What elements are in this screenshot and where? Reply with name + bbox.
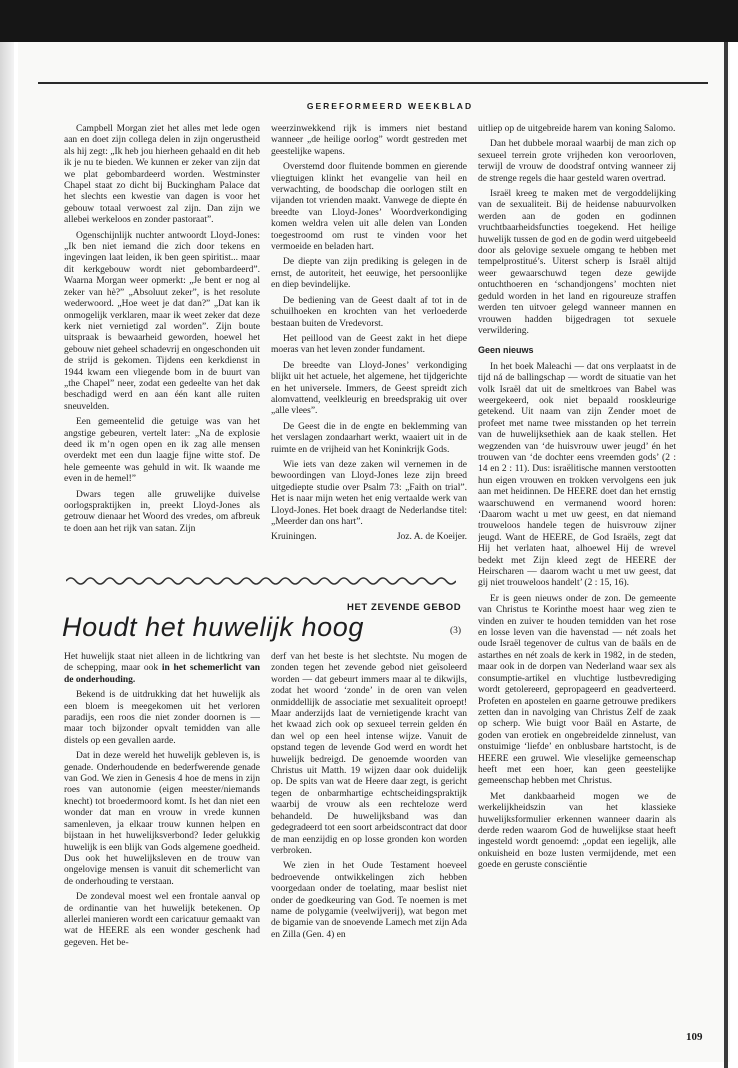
article1-column-2	[271, 124, 467, 570]
article1-paragraph: Wie iets van deze zaken wil vernemen in de bewoordingen van Lloyd-Jones leze zijn breed uitgediepte studie over Psalm 73: „Faith on trial”. Het is naar mijn weten het enig vertaalde werk van Lloyd-Jones. Het boek draagt de Nederlandse titel: „Meerder dan ons hart”.	[271, 459, 467, 527]
article1-paragraph: Overstemd door fluitende bommen en gierende vliegtuigen klinkt het evangelie van heil en verwachting, de boodschap die oorlogen stilt en vijanden tot vrienden maakt. Vanwege de diepte én breedte van Lloyd-Jones’ Woordverkondiging komen weldra velen uit alle delen van Londen toegestroomd om rust te vinden voor het vermoeide en beladen hart.	[271, 162, 467, 253]
wavy-divider	[66, 574, 456, 588]
article1-paragraph: De breedte van Lloyd-Jones’ verkondiging blijkt uit het actuele, het algemene, het tijdgerichte en het universele. Immers, de Geest spreidt zich alomvattend, veelkleurig en breedsprakig uit over „alle vlees”.	[271, 360, 467, 417]
page-top-rule	[38, 82, 708, 84]
article1-paragraph: Campbell Morgan ziet het alles met lede ogen aan en doet zijn collega delen in zijn ongerustheid als hij zegt: „Ik heb jou hierheen gehaald en dit heb ik je nu te bieden. We kunnen er zeker van zijn dat we plat gebombardeerd worden. Westminster Chapel staat zo dicht bij Buckingham Palace dat het slechts een kwestie van dagen is voor het gebouw totaal verwoest zal zijn. Dan zijn we allebei werkeloos en zonder pastoraat”.	[64, 124, 260, 226]
article1-paragraph: Het peillood van de Geest zakt in het diepe moeras van het leven zonder fundament.	[271, 333, 467, 356]
article2-kicker: HET ZEVENDE GEBOD	[347, 602, 462, 613]
article2-column-1	[64, 652, 260, 1024]
article1-author: Joz. A. de Koeijer.	[396, 532, 467, 543]
scan-right-edge	[724, 42, 728, 1068]
article1-place: Kruiningen.	[271, 532, 317, 543]
article2-lead	[64, 652, 260, 686]
article2-title: Houdt het huwelijk hoog	[62, 612, 364, 642]
article2-paragraph: derf van het beste is het slechtste. Nu mogen de zonden tegen het zevende gebod niet geïsoleerd worden — dat gebeurt immers maar al te dikwijls, zodat het woord ‘zonde’ in de oren van velen onmiddellijk de associatie met sexualiteit oproept! Maar anderzijds laat de vernietigende kracht van het kwaad zich ook op sexueel terrein gelden én dan wel op een heel intense wijze. Vanuit de opstand tegen de levende God werd en wordt het huwelijk bedreigd. De genoemde woorden van Christus uit Matth. 19 wijzen daar ook duidelijk op. De spits van wat de Heere daar zegt, is gericht tegen de onbarmhartige echtscheidingspraktijk waarbij de vrouw als een rechteloze werd behandeld. De huwelijksband was dan gedegradeerd tot een soort arbeidscontract dat door de man eenzijdig en op losse gronden kon worden verbroken.	[271, 652, 467, 856]
page-number: 109	[686, 1031, 703, 1043]
subheading-geen-nieuws: Geen nieuws	[478, 345, 534, 356]
article2-paragraph: Dat in deze wereld het huwelijk gebleven is, is genade. Onderhoudende en bederfwerende genade van God. We zien in Genesis 4 hoe de mens in zijn roes van autonomie (eigen meester/niemands knecht) tot broedermoord komt. Is het dan niet een wonder dat man en vrouw in vrede kunnen samenleven, ja elkaar trouw kunnen helpen en bijstaan in het huwelijksverbond? Ieder gelukkig huwelijk is een blijk van Gods algemene goedheid. Dus ook het huwelijksleven en de trouw van ongelovige mensen is vanuit dit schemerlicht van de onderhouding te verstaan.	[64, 751, 260, 887]
scan-left-edge	[0, 42, 14, 1068]
running-header: GEREFORMEERD WEEKBLAD	[306, 101, 474, 111]
article1-paragraph: De diepte van zijn prediking is gelegen in de ernst, de autoriteit, het eeuwige, het persoonlijke en diep bevindelijke.	[271, 257, 467, 291]
article2-part-number: (3)	[450, 626, 462, 636]
scan-top-border	[0, 0, 738, 42]
article1-column-1	[64, 124, 260, 570]
article2-lead-bold: in het schemerlicht van de onderhouding.	[64, 663, 260, 685]
article2-paragraph: uitliep op de uitgebreide harem van koning Salomo.	[478, 124, 676, 134]
article1-paragraph: Dwars tegen alle gruwelijke duivelse oorlogspraktijken in, preekt Lloyd-Jones als getrouw dienaar het Woord des vredes, om afbreuk te doen aan het rijk van satan. Zijn	[64, 489, 260, 534]
article2-paragraph: Er is geen nieuws onder de zon. De gemeente van Christus te Korinthe moest haar weg zien te vinden en zuiver te houden temidden van het rose en losse leven van die havenstad — nét zoals het oude Israël tegenover de cultus van de baäls en de astarthes en nét zoals de kerk in 1982, in de steden, maar ook in de dorpen van Nederland waar sex als consumptie-artikel en vluchtige lustbevrediging wordt getolereerd, gepropageerd en geadverteerd. Profeten en apostelen en gaarne getrouwe predikers zetten dan in navolging van Christus Zelf de zaak op scherp. Wie buigt voor Baäl en Astarte, de goden van erotiek en ongebreidelde zinnelust, van onstuimige ‘liefde’ en onblusbare hartstocht, is de HEERE een gruwel. Wie vleselijke gemeenschap heeft met een hoer, kan geen geestelijke gemeenschap hebben met Christus.	[478, 593, 676, 787]
article2-column-3	[478, 124, 676, 1012]
article1-paragraph: De Geest die in de engte en beklemming van het verslagen zondaarhart werkt, waaiert uit in de ruimte en de vrijheid van het Koninkrijk Gods.	[271, 421, 467, 455]
article2-paragraph: Dan het dubbele moraal waarbij de man zich op sexueel terrein grote vrijheden kon veroorloven, terwijl de vrouw de doodstraf ontving wanneer zij de strenge regels die haar gesteld waren overtrad.	[478, 139, 676, 184]
article2-paragraph: Met dankbaarheid mogen we de werkelijkheidszin van het klassieke huwelijksformulier erkennen wanneer daarin als derde reden waarom God de huwelijkse staat heeft ingesteld wordt genoemd: „opdat een iegelijk, alle onkuisheid en boze lusten vermijdende, met een goede en geruste consciëntie	[478, 791, 676, 871]
article2-paragraph: Israël kreeg te maken met de vergoddelijking van de sexualiteit. Bij de heidense nabuurvolken werden aan de goden en godinnen vruchtbaarheidsfuncties toegekend. Het heilige huwelijk tussen de god en de godin werd uitgebeeld door als gelovige sexuele omgang te hebben met tempelprostitué’s. Uiterst scherp is Israël altijd weer gewaarschuwd tegen deze gewijde ontuchthoeren en ‘schandjongens’ mochten niet geduld worden in het land en rigoureuze straffen werden ten uitvoer gelegd wanneer mannen en vrouwen hadden bijgedragen tot sexuele verwildering.	[478, 189, 676, 336]
article2-column-2	[271, 652, 467, 1024]
article2-lead-text: Het huwelijk staat niet alleen in de lichtkring van de schepping, maar ook	[64, 652, 260, 674]
article2-paragraph: De zondeval moest wel een frontale aanval op de ordinantie van het huwelijk betekenen. Op allerlei manieren wordt een caricatuur gemaakt van wat de HEERE als een wonder geschenk had gegeven. Het be-	[64, 892, 260, 948]
article2-paragraph: Bekend is de uitdrukking dat het huwelijk als een bloem is meegekomen uit het verloren paradijs, een roos die niet zonder doornen is — maar toch bijzonder opvalt temidden van alle distels op een gevallen aarde.	[64, 690, 260, 746]
article1-paragraph: Een gemeentelid die getuige was van het angstige gebeuren, vertelt later: „Na de explosie deed ik m’n ogen open en ik zag alle mensen overdekt met een dun laagje fijne witte stof. De hele gemeente was gehuld in wit. Ik waande me even in de hemel!”	[64, 417, 260, 485]
article1-paragraph: De bediening van de Geest daalt af tot in de schuilhoeken en krochten van het verloederde bestaan buiten de Vredevorst.	[271, 295, 467, 329]
article2-paragraph: We zien in het Oude Testament hoeveel bedroevende ontwikkelingen zich hebben voorgedaan onder de toelating, maar beslist niet onder de goedkeuring van God. Te noemen is met name de polygamie (veelwijverij), wat begon met de bigamie van de snoevende Lamech met zijn Ada en Zilla (Gen. 4) en	[271, 861, 467, 940]
article2-paragraph: In het boek Maleachi — dat ons verplaatst in de tijd ná de ballingschap — wordt de situatie van het volk Israël dat uit de smeltkroes van Babel was weergekeerd, ook niet bepaald rooskleurige getekend. Uit naam van zijn Zender moet de profeet met name twee misstanden op het terrein van de huwelijksethiek aan de kaak stellen. Het wegzenden van ‘de huisvrouw uwer jeugd’ én het trouwen van ‘de dochter eens vreemden gods’ (2 : 14 en 2 : 11). Dus: israëlitische mannen verstootten hun eigen vrouwen en trokken vervolgens een juk aan met heidinnen. De HEERE doet dan het ernstig waarschuwend en vermanend woord horen: ‘Daarom wacht u met uw geest, en dat niemand trouweloos handele tegen de huisvrouw zijner jeugd. Want de HEERE, de God Israëls, zegt dat Hij het verlaten haat, alhoewel Hij de wrevel bedekt met Zijn kleed zegt de HEERE der Heirscharen — daarom wacht u met uw geest, dat gij niet trouweloos handelt’ (2 : 15, 16).	[478, 361, 676, 589]
article1-paragraph: weerzinwekkend rijk is immers niet bestand wanneer „de heilige oorlog” wordt gestreden met geestelijke wapens.	[271, 124, 467, 157]
article1-paragraph: Ogenschijnlijk nuchter antwoordt Lloyd-Jones: „Ik ben niet iemand die zich door tekens en ingevingen laat leiden, ik ben geen spiritist... maar dit kerkgebouw wordt niet gebombardeerd”. Waarna Morgan weer opmerkt: „Je bent er nog al zeker van hè?” „Absoluut zeker”, is het resolute wederwoord. „Hoe weet je dat dan?” „Dat kan ik onmogelijk verklaren, maar ik weet zeker dat deze kerk niet vernietigd zal worden”. Zijn boute uitspraak is bewaarheid geworden, hoewel het gebouw niet geheel schadevrij en ongeschonden uit de strijd is gekomen. Tijdens een kerkdienst in 1944 kwam een vliegende bom in de buurt van „the Chapel” neer, zodat een gedeelte van het dak beschadigd werd en aan één kant alle ruiten sneuvelden.	[64, 230, 260, 412]
article1-signature	[271, 532, 467, 543]
